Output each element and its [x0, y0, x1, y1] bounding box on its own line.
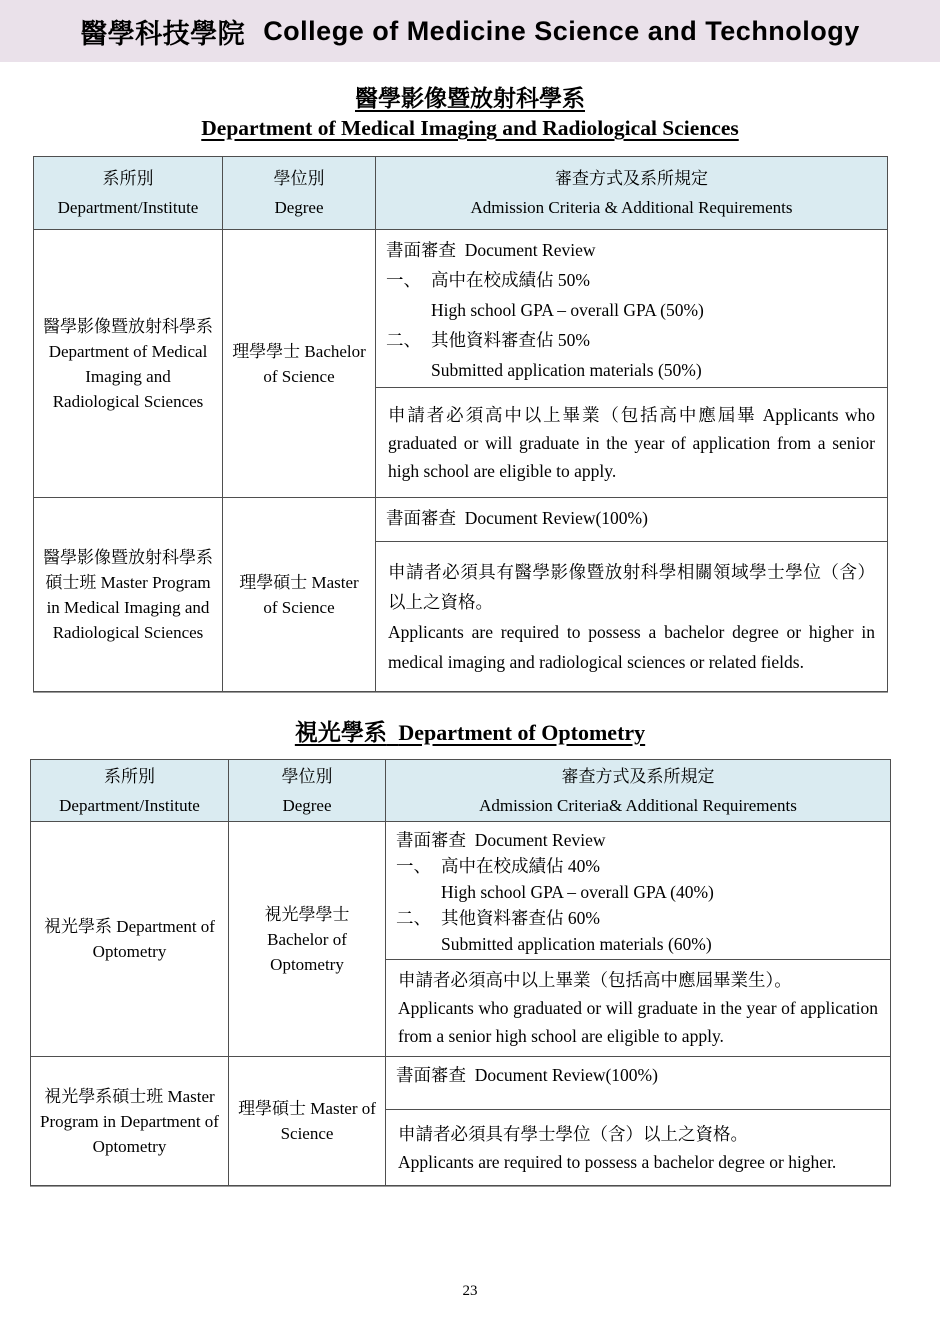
col-header-degree-en: Degree — [274, 198, 324, 217]
section2-title-zh: 視光學系 — [294, 720, 387, 745]
review-method-cell — [386, 1057, 891, 1110]
criterion-zh: 高中在校成績佔 50% — [431, 270, 590, 290]
department-cell: 醫學影像暨放射科學系碩士班 Master Program in Medical Imaging and Radiological Sciences — [34, 498, 223, 692]
criterion-en: Submitted application materials (50%) — [431, 360, 702, 380]
col-header-department-zh: 系所別 — [104, 766, 155, 786]
table-row — [31, 1057, 891, 1110]
admissions-table-medical-imaging — [33, 156, 888, 692]
eligibility-en: Applicants are required to possess a bachelor degree or higher in medical imaging and radiological sciences or related fields. — [388, 621, 875, 672]
admissions-table-optometry — [30, 759, 891, 1186]
review-method-cell — [376, 498, 888, 542]
review-method: 書面審查 Document Review — [386, 240, 596, 260]
col-header-degree — [229, 760, 386, 822]
col-header-department-zh: 系所別 — [102, 169, 154, 188]
criterion-item — [386, 265, 875, 325]
col-header-department-en: Department/Institute — [57, 198, 199, 217]
section2-title-en: Department of Optometry — [398, 720, 646, 745]
page-number: 23 — [462, 1283, 478, 1299]
criterion-zh: 高中在校成績佔 40% — [441, 856, 600, 876]
department-cell: 視光學系碩士班 Master Program in Department of Optometry — [31, 1057, 229, 1186]
review-method: 書面審查 Document Review(100%) — [396, 1065, 658, 1085]
department-cell: 醫學影像暨放射科學系 Department of Medical Imaging and Radiological Sciences — [34, 230, 223, 498]
degree-cell: 理學碩士 Master of Science — [223, 498, 376, 692]
criterion-item — [396, 905, 878, 957]
eligibility-en: Applicants who graduated or will graduate in the year of application from a senior high school are eligible to apply. — [398, 998, 878, 1046]
col-header-criteria — [386, 760, 891, 822]
table-header-row — [34, 157, 888, 230]
col-header-criteria-zh: 審查方式及系所規定 — [555, 169, 708, 188]
degree-cell: 理學學士 Bachelor of Science — [223, 230, 376, 498]
col-header-degree — [223, 157, 376, 230]
criterion-en: Submitted application materials (60%) — [441, 934, 712, 954]
table-header-row — [31, 760, 891, 822]
degree-cell: 理學碩士 Master of Science — [229, 1057, 386, 1186]
eligibility-note — [386, 1110, 891, 1186]
section1-title — [0, 84, 940, 143]
eligibility-note — [386, 960, 891, 1057]
col-header-department — [31, 760, 229, 822]
criterion-en: High school GPA – overall GPA (40%) — [441, 882, 714, 902]
review-method-cell — [386, 822, 891, 960]
review-method: 書面審查 Document Review(100%) — [386, 508, 648, 528]
degree-cell: 視光學學士 Bachelor of Optometry — [229, 822, 386, 1057]
col-header-degree-en: Degree — [282, 795, 332, 815]
criterion-item — [396, 853, 878, 905]
criterion-marker: 二、 — [386, 330, 421, 350]
criterion-marker: 一、 — [386, 270, 421, 290]
criterion-en: High school GPA – overall GPA (50%) — [431, 300, 704, 320]
eligibility-zh: 申請者必須具有學士學位（含）以上之資格。 — [398, 1123, 748, 1144]
department-cell: 視光學系 Department of Optometry — [31, 822, 229, 1057]
college-title-en: College of Medicine Science and Technology — [263, 15, 860, 46]
col-header-criteria — [376, 157, 888, 230]
college-title-zh: 醫學科技學院 — [80, 18, 246, 49]
col-header-criteria-en: Admission Criteria & Additional Requirements — [470, 198, 793, 217]
criterion-item — [386, 325, 875, 385]
criterion-zh: 其他資料審查佔 50% — [431, 330, 590, 350]
review-method: 書面審查 Document Review — [396, 830, 606, 850]
eligibility-zh: 申請者必須高中以上畢業（包括高中應屆畢業生）。 — [398, 970, 792, 990]
eligibility-note: 申請者必須高中以上畢業（包括高中應屆畢 Applicants who graduated or will graduate in the year of application from a senior high school are eligible to apply. — [376, 388, 888, 498]
eligibility-en: Applicants are required to possess a bachelor degree or higher. — [398, 1151, 837, 1172]
table-row — [31, 822, 891, 960]
criterion-marker: 二、 — [396, 908, 431, 928]
col-header-degree-zh: 學位別 — [281, 766, 333, 786]
section2-title — [0, 718, 940, 748]
col-header-department — [34, 157, 223, 230]
eligibility-zh: 申請者必須具有醫學影像暨放射科學相關領域學士學位（含）以上之資格。 — [388, 561, 875, 612]
criterion-zh: 其他資料審查佔 60% — [441, 908, 600, 928]
col-header-criteria-en: Admission Criteria& Additional Requirements — [479, 795, 797, 815]
review-method-cell — [376, 230, 888, 388]
col-header-department-en: Department/Institute — [59, 795, 200, 815]
table-row — [34, 498, 888, 542]
criterion-marker: 一、 — [396, 856, 431, 876]
eligibility-note — [376, 542, 888, 692]
col-header-degree-zh: 學位別 — [273, 169, 325, 188]
college-header-band — [0, 0, 940, 62]
col-header-criteria-zh: 審查方式及系所規定 — [561, 766, 715, 786]
section1-title-en: Department of Medical Imaging and Radiological Sciences — [201, 116, 739, 140]
table-row — [34, 230, 888, 388]
section1-title-zh: 醫學影像暨放射科學系 — [355, 86, 585, 111]
